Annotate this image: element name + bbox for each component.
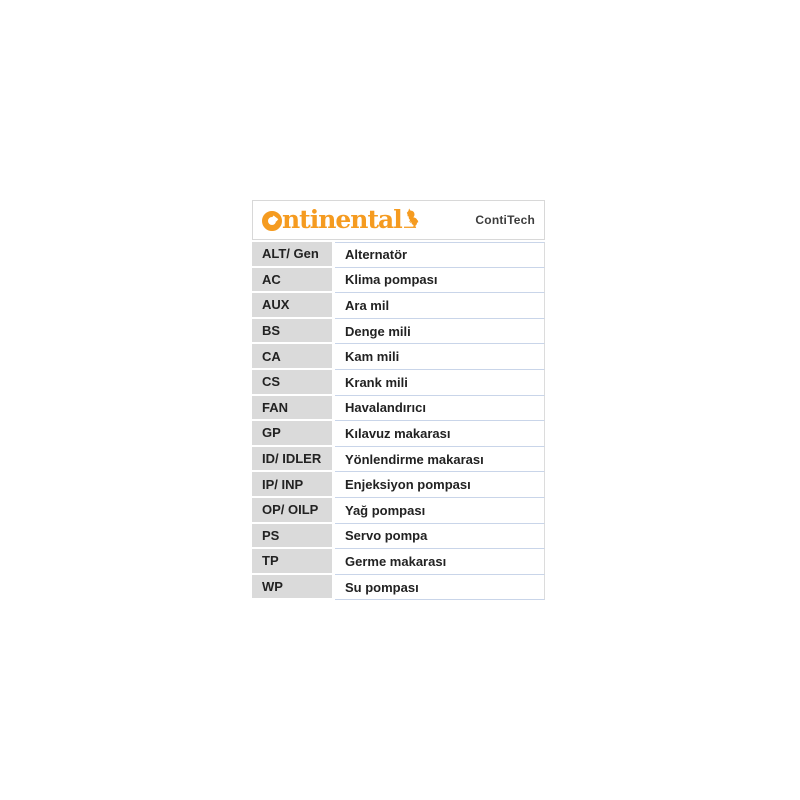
table-row bbox=[252, 498, 545, 524]
legend-card bbox=[252, 200, 545, 600]
label-cell: Kılavuz makarası bbox=[335, 421, 545, 447]
table-row bbox=[252, 472, 545, 498]
code-cell: PS bbox=[252, 524, 332, 550]
code-cell: ID/ IDLER bbox=[252, 447, 332, 473]
label-cell: Germe makarası bbox=[335, 549, 545, 575]
code-cell: BS bbox=[252, 319, 332, 345]
table-row bbox=[252, 549, 545, 575]
label-cell: Yağ pompası bbox=[335, 498, 545, 524]
label-cell: Klima pompası bbox=[335, 268, 545, 294]
label-cell: Denge mili bbox=[335, 319, 545, 345]
label-cell: Kam mili bbox=[335, 344, 545, 370]
table-row bbox=[252, 319, 545, 345]
table-row bbox=[252, 242, 545, 268]
code-cell: IP/ INP bbox=[252, 472, 332, 498]
code-cell: AC bbox=[252, 268, 332, 294]
code-cell: AUX bbox=[252, 293, 332, 319]
contitech-wordmark: ContiTech bbox=[475, 213, 535, 227]
abbreviation-table bbox=[252, 242, 545, 600]
label-cell: Havalandırıcı bbox=[335, 396, 545, 422]
label-cell: Servo pompa bbox=[335, 524, 545, 550]
table-row bbox=[252, 396, 545, 422]
continental-c-ring-icon bbox=[262, 211, 282, 231]
label-cell: Yönlendirme makarası bbox=[335, 447, 545, 473]
continental-wordmark: ntinental bbox=[282, 204, 402, 234]
table-row bbox=[252, 447, 545, 473]
continental-horse-icon bbox=[404, 207, 421, 229]
table-row bbox=[252, 524, 545, 550]
code-cell: OP/ OILP bbox=[252, 498, 332, 524]
continental-logo bbox=[253, 204, 421, 234]
label-cell: Enjeksiyon pompası bbox=[335, 472, 545, 498]
code-cell: CS bbox=[252, 370, 332, 396]
table-row bbox=[252, 370, 545, 396]
brand-header bbox=[252, 200, 545, 240]
table-row bbox=[252, 268, 545, 294]
code-cell: GP bbox=[252, 421, 332, 447]
code-cell: ALT/ Gen bbox=[252, 242, 332, 268]
code-cell: FAN bbox=[252, 396, 332, 422]
label-cell: Ara mil bbox=[335, 293, 545, 319]
table-row bbox=[252, 421, 545, 447]
label-cell: Krank mili bbox=[335, 370, 545, 396]
table-row bbox=[252, 293, 545, 319]
table-row bbox=[252, 344, 545, 370]
table-row bbox=[252, 575, 545, 601]
code-cell: WP bbox=[252, 575, 332, 601]
label-cell: Alternatör bbox=[335, 242, 545, 268]
code-cell: CA bbox=[252, 344, 332, 370]
label-cell: Su pompası bbox=[335, 575, 545, 601]
code-cell: TP bbox=[252, 549, 332, 575]
